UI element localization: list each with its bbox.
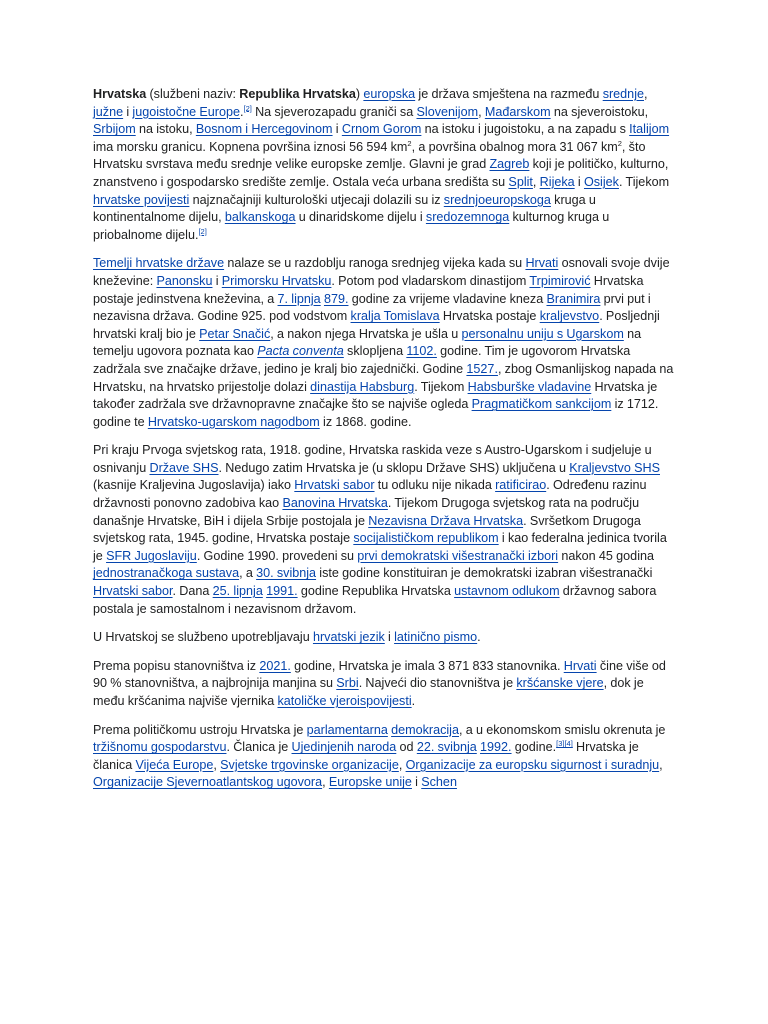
paragraph-text: . Određenu razinu državnosti ponovno zadobiva kao (93, 478, 647, 511)
article-link[interactable]: Crnom Gorom (341, 122, 422, 137)
paragraph-text: (kasnije Kraljevina Jugoslavija) iako (93, 478, 295, 493)
article-body (93, 86, 678, 803)
article-link[interactable]: srednje (602, 87, 644, 101)
paragraph-text: . Tijekom (618, 174, 670, 189)
article-link[interactable]: Temelji hrvatske države (93, 256, 225, 271)
article-paragraph (93, 658, 678, 711)
article-link[interactable]: Hrvatsko-ugarskom nagodbom (147, 414, 320, 429)
paragraph-text: , (213, 757, 221, 772)
paragraph-text: nalaze se u razdoblju ranoga srednjeg vijeka kada su (224, 256, 526, 271)
article-link[interactable]: Petar Snačić (199, 326, 271, 341)
paragraph-text: nakon 45 godina (558, 548, 654, 563)
paragraph-text: sklopljena (343, 344, 407, 359)
article-link[interactable]: Svjetske trgovinske organizacije (220, 757, 399, 772)
article-link[interactable]: Europske unije (328, 775, 412, 790)
article-link[interactable]: Bosnom i Hercegovinom (195, 122, 333, 137)
article-link[interactable]: Split (508, 174, 533, 189)
article-link[interactable]: personalnu uniju s Ugarskom (461, 326, 624, 341)
article-link[interactable]: Organizacije Sjevernoatlantskog ugovora (93, 775, 323, 790)
paragraph-text: Hrvatska je također zadržala sve državnopravne značajke što se najviše ogleda (93, 379, 658, 412)
paragraph-text: koji je političko, kulturno, znanstveno i gospodarsko središte zemlje. Ostala veća urbana središta su (93, 157, 669, 189)
article-paragraph (93, 629, 678, 647)
paragraph-text: . (477, 630, 481, 645)
article-link[interactable]: 2021. (259, 658, 291, 673)
article-link[interactable]: 30. svibnja (256, 566, 317, 581)
paragraph-text: prvi put i nezavisna država. Godine 925. pod vodstvom (93, 291, 651, 324)
paragraph-text: Prema popisu stanovništva iz (93, 658, 260, 673)
paragraph-text: , (398, 757, 406, 772)
article-link[interactable]: Hrvati (525, 256, 559, 271)
article-link[interactable]: balkanskoga (224, 210, 296, 225)
article-link[interactable]: Hrvati (563, 658, 597, 673)
paragraph-text: , zbog Osmanlijskog napada na Hrvatsku, na hrvatsko prijestolje dolazi (93, 361, 674, 394)
article-link[interactable]: ustavnom odlukom (454, 584, 560, 599)
paragraph-text: , što Hrvatsku svrstava među srednje velike europske zemlje. Glavni je grad (93, 139, 646, 172)
article-link[interactable]: 1102. (406, 344, 437, 359)
article-link[interactable]: Države SHS (149, 460, 219, 475)
paragraph-text: tu odluku nije nikada (374, 478, 496, 493)
article-link[interactable]: katoličke vjeroispovijesti (277, 694, 412, 708)
paragraph-text: u dinaridskome dijelu i (295, 210, 426, 225)
article-link[interactable]: Pacta conventa (257, 344, 344, 359)
article-link[interactable]: Slovenijom (416, 104, 479, 119)
paragraph-text: , a nakon njega Hrvatska je ušla u (270, 326, 462, 341)
article-link[interactable]: Hrvatski sabor (93, 584, 173, 599)
paragraph-text: . Tijekom (414, 379, 468, 394)
paragraph-text: Hrvatska postaje jedinstvena kneževina, a (93, 273, 644, 306)
article-link[interactable]: 879. (323, 291, 349, 306)
article-link[interactable]: europska (363, 87, 416, 101)
article-link[interactable]: Vijeća Europe (135, 757, 214, 772)
paragraph-text: iste godine konstituiran je demokratski izabran višestranački (316, 566, 653, 581)
article-link[interactable]: SFR Jugoslaviju (106, 548, 197, 563)
paragraph-text: , a površina obalnog mora 31 067 km (411, 139, 618, 154)
article-link[interactable]: Nezavisna Država Hrvatska (368, 513, 524, 528)
unit-superscript: 2 (407, 138, 412, 148)
paragraph-text: čine više od 90 % stanovništva, a najbrojnija manjina su (93, 658, 666, 691)
paragraph-text: i (212, 273, 222, 288)
article-link[interactable]: Primorsku Hrvatsku (221, 273, 332, 288)
article-link[interactable]: Habsburške vladavine (467, 379, 592, 394)
paragraph-text: . Svršetkom Drugoga svjetskog rata, 1945. godine, Hrvatska postaje (93, 513, 641, 546)
article-link[interactable]: 22. svibnja (416, 740, 477, 755)
paragraph-text: . Nedugo zatim Hrvatska je (u sklopu Države SHS) uključena u (218, 460, 570, 475)
paragraph-text: iz 1712. godine te (93, 397, 659, 429)
article-paragraph (93, 86, 678, 244)
paragraph-text: , a u ekonomskom smislu okrenuta je (459, 722, 666, 737)
article-link[interactable]: ratificirao (495, 478, 547, 493)
article-link[interactable]: srednjoeuropskoga (443, 192, 551, 207)
article-link[interactable]: Zagreb (489, 157, 530, 172)
reference-link[interactable]: [3][4] (556, 739, 573, 748)
article-link[interactable]: sredozemnoga (425, 210, 510, 225)
paragraph-text: Pri kraju Prvoga svjetskog rata, 1918. godine, Hrvatska raskida veze s Austro-Ugarskom i sudjeluje u osnivanju (93, 443, 652, 475)
article-link[interactable]: kraljevstvo (539, 309, 600, 324)
paragraph-text: . Tijekom Drugoga svjetskog rata na području današnje Hrvatske, BiH i dijela Srbije postojala je (93, 496, 640, 528)
article-link[interactable]: Rijeka (539, 174, 575, 189)
article-link[interactable]: demokracija (391, 722, 459, 737)
paragraph-text: najznačajniji kulturološki utjecaji dolazili su iz (189, 192, 444, 207)
paragraph-text: . Posljednji hrvatski kralj bio je (93, 309, 660, 341)
article-link[interactable]: Panonsku (156, 273, 213, 288)
article-link[interactable]: Organizacije za europsku sigurnost i suradnju (405, 757, 660, 772)
paragraph-text: i (574, 174, 584, 189)
paragraph-text: kruga u kontinentalnome dijelu, (93, 192, 596, 225)
article-link[interactable]: Srbijom (93, 122, 136, 137)
paragraph-text: Prema političkomu ustroju Hrvatska je (93, 722, 307, 737)
paragraph-text: , (644, 87, 648, 101)
paragraph-text: na istoku, (135, 122, 196, 137)
paragraph-text: na temelju ugovora poznata kao (93, 326, 642, 359)
paragraph-text: . (411, 694, 416, 708)
article-link[interactable]: Pragmatičkom sankcijom (471, 397, 612, 412)
article-link[interactable]: Osijek (583, 174, 619, 189)
paragraph-text: na sjeveroistoku, (550, 104, 649, 119)
reference-superscript (243, 103, 251, 112)
paragraph-text: i (332, 122, 342, 137)
article-link[interactable]: Schen (421, 775, 457, 790)
paragraph-text: . Dana (172, 584, 213, 599)
article-link[interactable]: Kraljevstvo SHS (569, 460, 660, 475)
paragraph-text: , (659, 757, 663, 772)
paragraph-text: Na sjeverozapadu graniči sa (251, 104, 417, 119)
paragraph-text: i (384, 630, 395, 645)
paragraph-text: od (396, 740, 417, 755)
paragraph-text: godine za vrijeme vladavine kneza (348, 291, 547, 306)
bold-term: Republika Hrvatska (239, 87, 356, 101)
paragraph-text: godine, Hrvatska je imala 3 871 833 stanovnika. (290, 658, 564, 673)
paragraph-text: i (123, 104, 133, 119)
article-link[interactable]: južne (93, 104, 124, 119)
article-link[interactable]: kršćanske vjere (516, 676, 604, 691)
paragraph-text: iz 1868. godine. (319, 414, 412, 429)
paragraph-text: kulturnog kruga u priobalnome dijelu. (93, 210, 610, 242)
paragraph-text: ima morsku granicu. Kopnena površina iznosi 56 594 km (93, 139, 408, 154)
article-link[interactable]: Hrvatski sabor (294, 478, 375, 493)
unit-superscript: 2 (617, 138, 622, 148)
paragraph-text: , a (239, 566, 257, 581)
article-paragraph (93, 722, 678, 792)
bold-term: Hrvatska (93, 87, 147, 101)
paragraph-text: godine Republika Hrvatska (297, 584, 455, 599)
reference-link[interactable]: [2] (243, 103, 252, 113)
paragraph-text: osnovali svoje dvije kneževine: (93, 256, 670, 288)
article-link[interactable]: Branimira (546, 291, 601, 306)
article-paragraph (93, 442, 678, 618)
paragraph-text: . Potom pod vladarskom dinastijom (331, 273, 530, 288)
article-link[interactable]: jednostranačkoga sustava (93, 566, 240, 581)
article-link[interactable]: dinastija Habsburg (310, 379, 415, 394)
paragraph-text: Hrvatska je članica (93, 740, 639, 772)
article-link[interactable]: 25. lipnja (212, 584, 263, 599)
article-link[interactable]: kralja Tomislava (350, 309, 440, 324)
paragraph-text: i (411, 775, 422, 790)
paragraph-text: na istoku i jugoistoku, a na zapadu s (421, 122, 630, 137)
article-link[interactable]: socijalističkom republikom (353, 531, 499, 546)
article-link[interactable]: Italijom (629, 122, 670, 137)
paragraph-text: (službeni naziv: (146, 87, 240, 101)
reference-superscript (198, 227, 206, 236)
article-paragraph (93, 255, 678, 431)
article-link[interactable]: tržišnomu gospodarstvu (93, 740, 227, 755)
paragraph-text: . Članica je (226, 740, 292, 755)
paragraph-text: . Najveći dio stanovništva je (358, 676, 517, 691)
article-link[interactable]: hrvatske povijesti (93, 192, 190, 207)
paragraph-text: . Godine 1990. provedeni su (196, 548, 358, 563)
paragraph-text: Hrvatska postaje (439, 309, 540, 324)
article-link[interactable]: 1991. (266, 584, 298, 599)
article-link[interactable]: Mađarskom (484, 104, 551, 119)
paragraph-text: državnog sabora postala je samostalnom i nezavisnom državom. (93, 584, 657, 616)
paragraph-text: , dok je među kršćanima najviše vjernika (93, 676, 644, 708)
paragraph-text: godine. (511, 740, 557, 755)
paragraph-text: ) (355, 87, 364, 101)
article-link[interactable]: prvi demokratski višestranački izbori (357, 548, 559, 563)
paragraph-text: je država smještena na razmeđu (415, 87, 603, 101)
article-link[interactable]: latinično pismo (394, 630, 478, 645)
paragraph-text: , (532, 174, 540, 189)
article-link[interactable]: hrvatski jezik (312, 630, 385, 645)
paragraph-text: . (239, 104, 244, 119)
paragraph-text: godine. Tim je ugovorom Hrvatska zadržala sve značajke države, jedino je kralj bio zajednički. Godine (93, 344, 631, 376)
reference-superscript (556, 739, 573, 748)
paragraph-text: , (322, 775, 329, 790)
article-link[interactable]: Trpimirović (529, 273, 591, 288)
article-link[interactable]: Ujedinjenih naroda (291, 740, 397, 755)
article-link[interactable]: 1992. (480, 740, 512, 755)
paragraph-text: , (478, 104, 485, 119)
paragraph-text: U Hrvatskoj se službeno upotrebljavaju (93, 630, 313, 645)
article-link[interactable]: jugoistočne Europe (132, 104, 240, 119)
article-link[interactable]: 7. lipnja (277, 291, 321, 306)
article-link[interactable]: Srbi (336, 676, 359, 691)
article-link[interactable]: Banovina Hrvatska (282, 496, 388, 511)
article-link[interactable]: 1527. (466, 361, 498, 376)
paragraph-text: i kao federalna jedinica tvorila je (93, 531, 667, 563)
article-link[interactable]: parlamentarna (306, 722, 388, 737)
reference-link[interactable]: [2] (198, 226, 207, 236)
